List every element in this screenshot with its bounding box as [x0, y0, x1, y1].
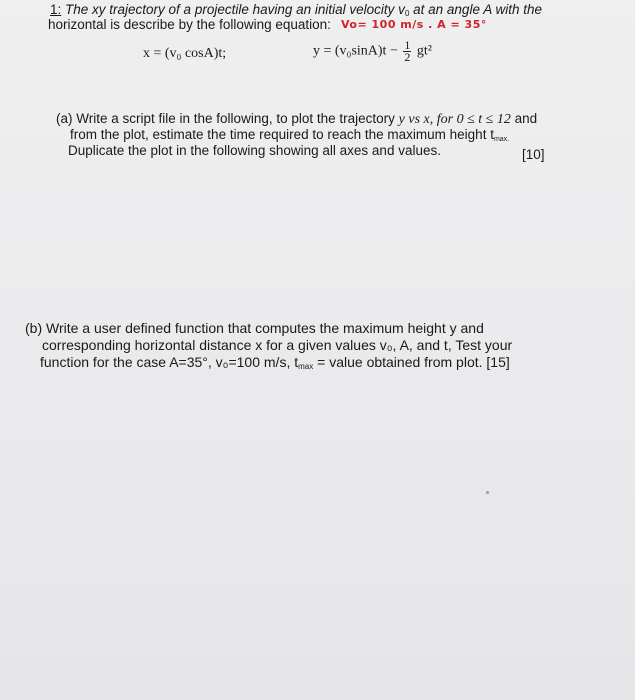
- y-equation-left: y = (v₀sinA)t −: [313, 43, 398, 59]
- y-equation-right: gt²: [416, 43, 432, 59]
- part-a-text-2: from the plot, estimate the time required to reach the maximum height t: [70, 127, 494, 142]
- v0-subscript: 0: [404, 9, 410, 18]
- y-equation: [313, 40, 432, 63]
- part-b-text-3: function for the case A=35°, v₀=100 m/s, t: [40, 354, 299, 370]
- part-b-text-2: corresponding horizontal distance x for a given values v₀, A, and t, Test your: [42, 337, 513, 353]
- part-b-text-1: (b) Write a user defined function that computes the maximum height y and: [25, 320, 484, 336]
- handwritten-values: Vo= 100 m/s . A = 35°: [341, 18, 487, 31]
- part-b-text-3-tail: = value obtained from plot. [15]: [313, 354, 510, 370]
- part-a-text-3: Duplicate the plot in the following showing all axes and values.: [68, 143, 441, 158]
- part-a-text-1: (a) Write a script file in the following, to plot the trajectory: [56, 111, 395, 126]
- part-b-line-1: [25, 320, 484, 336]
- part-b-line-2: [42, 337, 512, 353]
- part-a-math: y vs x, for 0 ≤ t ≤ 12: [398, 112, 511, 127]
- tmax-subscript-b: max: [298, 362, 314, 371]
- fraction-denominator: 2: [404, 50, 411, 64]
- part-a-marks: [10]: [522, 147, 545, 162]
- problem-text-1-tail: at an angle A with the: [409, 2, 542, 17]
- one-half-fraction: [403, 40, 411, 63]
- x-equation: x = (v₀ cosA)t;: [143, 46, 227, 61]
- paper-speck: [486, 491, 489, 494]
- tmax-subscript: max.: [493, 136, 510, 143]
- part-b-line-3: [40, 354, 510, 375]
- part-a-and: and: [514, 111, 538, 126]
- problem-statement-line-2: [48, 17, 331, 33]
- fraction-numerator: 1: [404, 38, 411, 52]
- problem-text-1: The xy trajectory of a projectile having an initial velocity v: [61, 2, 405, 17]
- part-a-line-3: [68, 143, 441, 159]
- problem-text-2: horizontal is describe by the following equation:: [48, 17, 331, 32]
- problem-number: 1:: [50, 2, 62, 17]
- part-a-line-1: [56, 111, 537, 128]
